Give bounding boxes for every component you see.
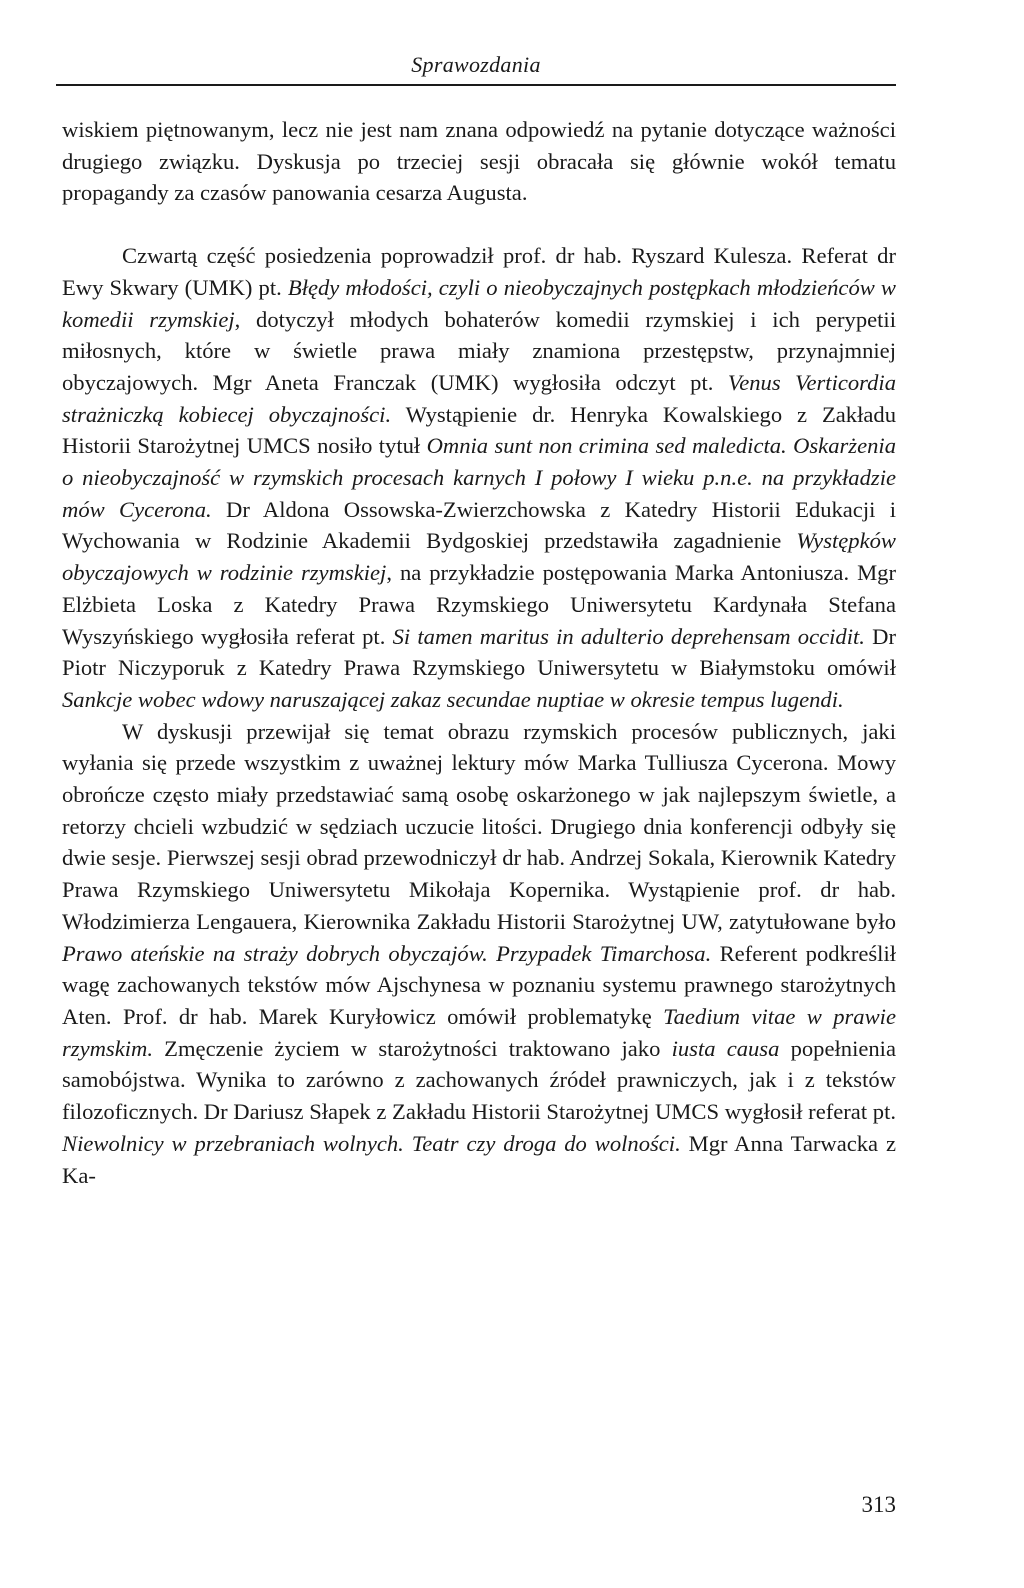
- paragraph-1: [62, 114, 896, 209]
- title-italic: Błędy młodości, czyli o nieobyczajnych postępkach młodzieńców w komedii rzymskiej: [62, 274, 896, 332]
- title-italic: Niewolnicy w przebraniach wolnych. Teatr czy droga do wolności.: [62, 1130, 681, 1156]
- text-run: Zmęczenie życiem w starożytności traktowano jako: [153, 1035, 672, 1061]
- title-italic: Taedium vitae w prawie rzymskim.: [62, 1003, 896, 1061]
- title-italic: Prawo ateńskie na straży dobrych obyczajów. Przypadek Timarchosa.: [62, 940, 712, 966]
- text-run: wiskiem piętnowanym, lecz nie jest nam znana odpowiedź na pytanie dotyczące ważności drugiego związku. Dyskusja po trzeciej sesji obracała się głównie wokół tematu propagandy za czasów panowania cesarza Augusta.: [62, 117, 896, 206]
- text-run: Czwartą część posiedzenia poprowadził prof. dr hab. Ryszard Kulesza. Referat dr Ewy Skwary (UMK) pt.: [62, 243, 896, 300]
- text-run: W dyskusji przewijał się temat obrazu rzymskich procesów publicznych, jaki wyłania się przede wszystkim z uważnej lektury mów Marka Tulliusza Cycerona. Mowy obrończe często miały przedstawiać samą osobę oskarżonego w jak najlepszym świetle, a retorzy chcieli wzbudzić w sędziach uczucie litości. Drugiego dnia konferencji odbyły się dwie sesje. Pierwszej sesji obrad przewodniczył dr hab. Andrzej Sokala, Kierownik Katedry Prawa Rzymskiego Uniwersytetu Mikołaja Kopernika. Wystąpienie prof. dr hab. Włodzimierza Lengauera, Kierownika Zakładu Historii Starożytnej UW, zatytułowane było: [62, 718, 896, 934]
- text-run: , na przykładzie postępowania Marka Antoniusza. Mgr Elżbieta Loska z Katedry Prawa Rzymskiego Uniwersytetu Kardynała Stefana Wyszyńskiego wygłosiła referat pt.: [62, 560, 896, 649]
- title-italic: Si tamen maritus in adulterio deprehensam occidit.: [392, 623, 865, 649]
- title-italic: iusta causa: [671, 1035, 780, 1061]
- text-run: , dotyczył młodych bohaterów komedii rzymskiej i ich perypetii miłosnych, które w świetle prawa miały znamiona przestępstw, przynajmniej obyczajowych. Mgr Aneta Franczak (UMK) wygłosiła odczyt pt.: [62, 306, 896, 395]
- title-italic: Venus Verticordia strażniczką kobiecej obyczajności.: [62, 369, 896, 427]
- text-run: Referent podkreślił wagę zachowanych tekstów mów Ajschynesa w poznaniu systemu prawnego starożytnych Aten. Prof. dr hab. Marek Kuryłowicz omówił problematykę: [62, 940, 897, 1029]
- title-italic: Sankcje wobec wdowy naruszającej zakaz secundae nuptiae w okresie tempus lugendi.: [62, 686, 844, 712]
- text-run: Dr Aldona Ossowska-Zwierzchowska z Katedry Historii Edukacji i Wychowania w Rodzinie Akademii Bydgoskiej przedstawiła zagadnienie: [62, 496, 896, 554]
- body-text: [62, 114, 896, 1191]
- running-title: Sprawozdania: [411, 52, 541, 77]
- page-number: 313: [861, 1492, 896, 1517]
- paragraph-3: [62, 716, 896, 1192]
- text-run: popełnienia samobójstwa. Wynika to zarówno z zachowanych źródeł prawniczych, jak i z tekstów filozoficznych. Dr Dariusz Słapek z Zakładu Historii Starożytnej UMCS wygłosił referat pt.: [62, 1035, 896, 1125]
- paragraph-2: [62, 240, 896, 716]
- title-italic: Omnia sunt non crimina sed maledicta. Oskarżenia o nieobyczajność w rzymskich procesach karnych I połowy I wieku p.n.e. na przykładzie mów Cycerona.: [62, 433, 896, 522]
- text-run: Dr Piotr Niczyporuk z Katedry Prawa Rzymskiego Uniwersytetu w Białymstoku omówił: [62, 623, 896, 681]
- text-run: Mgr Anna Tarwacka z Ka-: [62, 1130, 896, 1188]
- title-italic: Występków obyczajowych w rodzinie rzymskiej: [62, 528, 896, 586]
- text-run: Wystąpienie dr. Henryka Kowalskiego z Zakładu Historii Starożytnej UMCS nosiło tytuł: [62, 401, 896, 459]
- header-rule: [56, 84, 896, 86]
